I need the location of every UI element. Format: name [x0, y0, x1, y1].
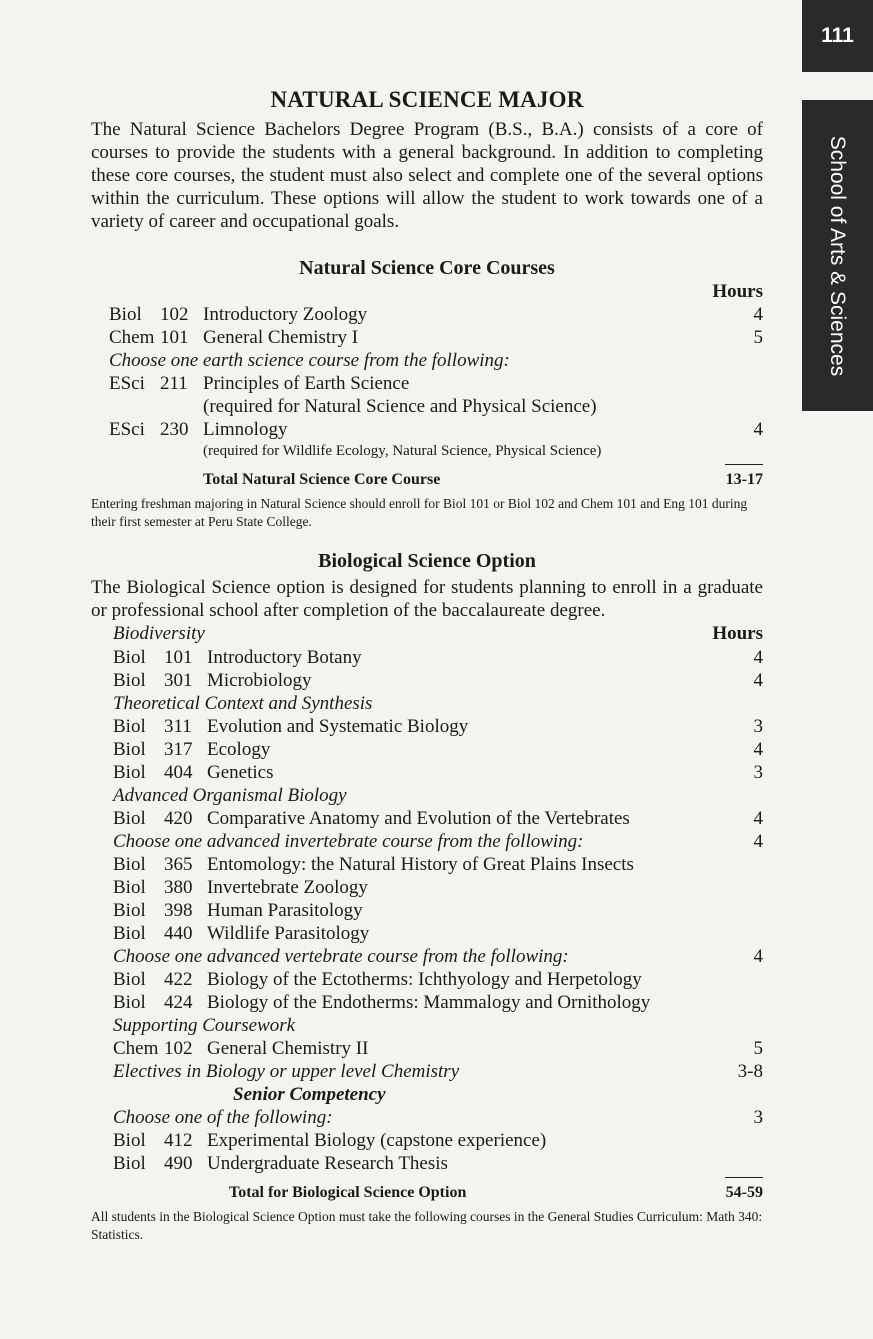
group-label: Choose one advanced invertebrate course from the following:: [113, 831, 584, 852]
course-title: Introductory Botany: [207, 647, 362, 668]
group-label: Advanced Organismal Biology: [113, 785, 347, 806]
course-hours: 4: [753, 808, 763, 829]
course-requirement-note: [91, 395, 763, 418]
course-row: [91, 968, 763, 991]
course-title: General Chemistry I: [203, 327, 359, 348]
course-dept: ESci: [109, 373, 145, 394]
core-hours-header: Hours: [712, 281, 763, 302]
course-dept: Chem: [109, 327, 155, 348]
core-course-list: [91, 303, 763, 462]
course-number: 101: [164, 647, 193, 668]
bio-heading: Biological Science Option: [318, 550, 536, 572]
course-group-label: [91, 1014, 763, 1037]
core-total-hours: 13-17: [725, 471, 763, 488]
course-number: 424: [164, 992, 193, 1013]
course-number: 102: [164, 1038, 193, 1059]
section-side-tab: [802, 100, 873, 411]
bio-course-list: [91, 646, 763, 1175]
group-label: Choose one earth science course from the following:: [109, 350, 510, 371]
course-number: 301: [164, 670, 193, 691]
course-row: [91, 372, 763, 395]
course-group-label: [91, 349, 763, 372]
course-group-label: [91, 784, 763, 807]
group-label: Theoretical Context and Synthesis: [113, 693, 373, 714]
core-total-rule: [91, 462, 763, 468]
page-title: NATURAL SCIENCE MAJOR: [270, 87, 584, 112]
course-title: Biology of the Endotherms: Mammalogy and Ornithology: [207, 992, 651, 1013]
course-title: Human Parasitology: [207, 900, 363, 921]
course-dept: Biol: [113, 992, 146, 1013]
course-row: [91, 807, 763, 830]
course-group-label: [91, 1060, 763, 1083]
course-row: [91, 1037, 763, 1060]
subsection-heading: [91, 1083, 763, 1106]
course-title: Evolution and Systematic Biology: [207, 716, 469, 737]
course-title: Undergraduate Research Thesis: [207, 1153, 448, 1174]
course-number: 420: [164, 808, 193, 829]
course-dept: Biol: [113, 762, 146, 783]
course-number: 404: [164, 762, 193, 783]
bio-intro-paragraph: The Biological Science option is designed for students planning to enroll in a graduate or professional school after completion of the baccalaureate degree.: [91, 577, 763, 621]
course-row: [91, 669, 763, 692]
core-total-row: [91, 468, 763, 491]
course-row: [91, 418, 763, 441]
course-number: 365: [164, 854, 193, 875]
course-title: Genetics: [207, 762, 274, 783]
course-row: [91, 853, 763, 876]
core-heading: Natural Science Core Courses: [299, 257, 555, 279]
course-dept: Biol: [113, 1130, 146, 1151]
course-dept: Biol: [113, 854, 146, 875]
group-hours: 3-8: [737, 1061, 763, 1082]
course-row: [91, 303, 763, 326]
course-number: 412: [164, 1130, 193, 1151]
course-row: [91, 326, 763, 349]
requirement-note: (required for Wildlife Ecology, Natural Science, Physical Science): [203, 443, 602, 459]
course-row: [91, 738, 763, 761]
course-title: Introductory Zoology: [203, 304, 368, 325]
course-title: Entomology: the Natural History of Great Plains Insects: [207, 854, 634, 875]
course-title: Experimental Biology (capstone experience): [207, 1130, 547, 1151]
page-content: [91, 85, 763, 1244]
course-group-label: [91, 830, 763, 853]
course-title: Limnology: [203, 419, 288, 440]
core-footnote: Entering freshman majoring in Natural Science should enroll for Biol 101 or Biol 102 and Chem 101 and Eng 101 during their first semester at Peru State College.: [91, 496, 748, 529]
course-number: 380: [164, 877, 193, 898]
bio-total-label: Total for Biological Science Option: [229, 1184, 467, 1201]
group-label: Choose one of the following:: [113, 1107, 333, 1128]
course-number: 317: [164, 739, 193, 760]
course-dept: Biol: [113, 900, 146, 921]
course-number: 211: [160, 373, 188, 394]
course-hours: 3: [753, 716, 763, 737]
intro-paragraph: The Natural Science Bachelors Degree Program (B.S., B.A.) consists of a core of courses to provide the students with a general background. In addition to completing these core courses, the student must also select and complete one of the several options within the curriculum. These options will allow the student to work towards one of a variety of career and occupational goals.: [91, 119, 763, 232]
bio-total-hours: 54-59: [725, 1184, 763, 1201]
page-number: 111: [821, 24, 854, 47]
course-group-label: [91, 692, 763, 715]
course-requirement-note-small: [91, 441, 763, 462]
course-row: [91, 899, 763, 922]
bio-total-row: [91, 1181, 763, 1204]
course-dept: Biol: [113, 923, 146, 944]
requirement-note: (required for Natural Science and Physical Science): [203, 396, 597, 417]
course-title: Ecology: [207, 739, 271, 760]
course-dept: Chem: [113, 1038, 159, 1059]
course-hours: 5: [753, 1038, 763, 1059]
course-number: 422: [164, 969, 193, 990]
group-label: Supporting Coursework: [113, 1015, 296, 1036]
course-number: 101: [160, 327, 189, 348]
course-title: Comparative Anatomy and Evolution of the Vertebrates: [207, 808, 630, 829]
course-dept: ESci: [109, 419, 145, 440]
course-row: [91, 922, 763, 945]
course-hours: 5: [753, 327, 763, 348]
course-row: [91, 876, 763, 899]
course-dept: Biol: [113, 716, 146, 737]
group-hours: 4: [753, 946, 763, 967]
course-dept: Biol: [113, 1153, 146, 1174]
course-row: [91, 991, 763, 1014]
course-title: General Chemistry II: [207, 1038, 369, 1059]
course-number: 440: [164, 923, 193, 944]
course-dept: Biol: [113, 808, 146, 829]
group-hours: 4: [753, 831, 763, 852]
course-row: [91, 646, 763, 669]
group-label: Choose one advanced vertebrate course from the following:: [113, 946, 569, 967]
course-number: 398: [164, 900, 193, 921]
group-hours: 3: [753, 1107, 763, 1128]
course-title: Wildlife Parasitology: [207, 923, 370, 944]
course-title: Invertebrate Zoology: [207, 877, 368, 898]
course-dept: Biol: [113, 969, 146, 990]
bio-total-rule: [91, 1175, 763, 1181]
course-title: Microbiology: [207, 670, 312, 691]
course-number: 102: [160, 304, 189, 325]
course-title: Principles of Earth Science: [203, 373, 410, 394]
course-hours: 4: [753, 304, 763, 325]
course-number: 490: [164, 1153, 193, 1174]
course-dept: Biol: [113, 670, 146, 691]
bio-hours-header: Hours: [712, 623, 763, 644]
course-title: Biology of the Ectotherms: Ichthyology and Herpetology: [207, 969, 642, 990]
course-dept: Biol: [113, 647, 146, 668]
course-dept: Biol: [113, 739, 146, 760]
course-hours: 4: [753, 739, 763, 760]
subsection-heading-label: Senior Competency: [233, 1084, 386, 1105]
page-number-tab: [802, 0, 873, 72]
section-side-tab-label: School of Arts & Sciences: [826, 135, 850, 376]
course-row: [91, 715, 763, 738]
bio-footnote: All students in the Biological Science Option must take the following courses in the General Studies Curriculum: Math 340: Statistics.: [91, 1209, 763, 1242]
course-dept: Biol: [113, 877, 146, 898]
course-hours: 3: [753, 762, 763, 783]
bio-first-group: Biodiversity: [113, 623, 205, 644]
bio-header-row: [91, 622, 763, 646]
course-hours: 4: [753, 647, 763, 668]
course-hours: 4: [753, 670, 763, 691]
course-number: 311: [164, 716, 192, 737]
core-total-label: Total Natural Science Core Course: [203, 471, 441, 488]
course-dept: Biol: [109, 304, 142, 325]
course-group-label: [91, 1106, 763, 1129]
course-group-label: [91, 945, 763, 968]
course-number: 230: [160, 419, 189, 440]
course-hours: 4: [753, 419, 763, 440]
course-row: [91, 1129, 763, 1152]
course-row: [91, 1152, 763, 1175]
course-row: [91, 761, 763, 784]
group-label: Electives in Biology or upper level Chemistry: [113, 1061, 460, 1082]
